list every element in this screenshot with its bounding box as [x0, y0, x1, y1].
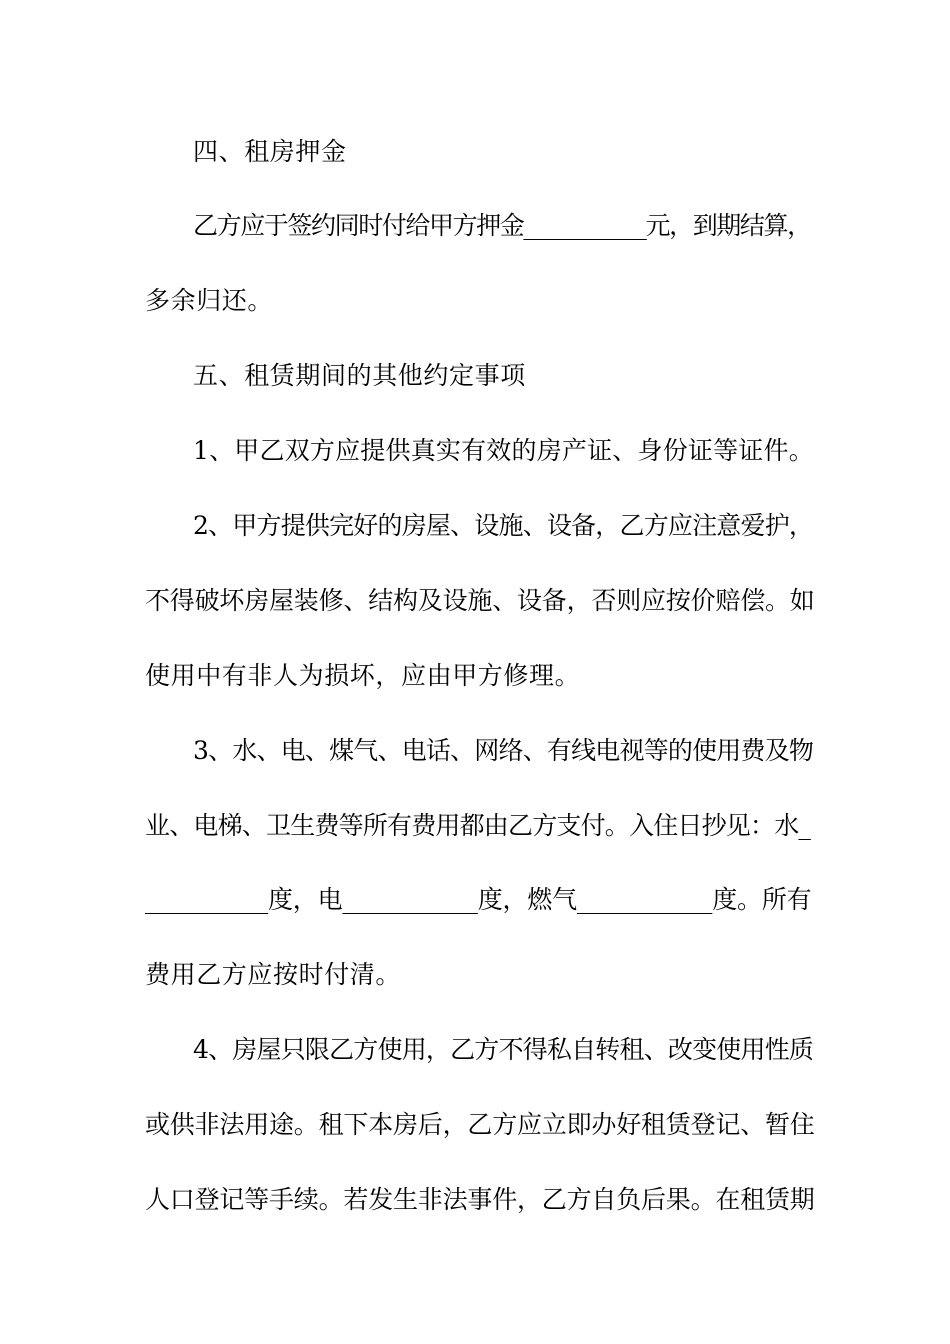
section-heading-deposit: 四、租房押金	[193, 137, 347, 166]
section-heading-other-terms: 五、租赁期间的其他约定事项	[193, 361, 526, 390]
paragraph-line: 乙方应于签约同时付给甲方押金___________元，到期结算，	[193, 211, 811, 240]
clause-3-line: 费用乙方应按时付清。	[145, 960, 402, 989]
clause-2-line: 2、甲方提供完好的房屋、设施、设备，乙方应注意爱护，	[193, 511, 814, 540]
clause-3-line: __________度，电___________度，燃气___________度。所有	[145, 885, 812, 914]
clause-3-line: 3、水、电、煤气、电话、网络、有线电视等的使用费及物	[193, 736, 814, 765]
clause-4-line: 人口登记等手续。若发生非法事件，乙方自负后果。在租赁期	[145, 1185, 815, 1214]
clause-4-line: 4、房屋只限乙方使用，乙方不得私自转租、改变使用性质	[193, 1035, 814, 1064]
clause-2-line: 使用中有非人为损坏，应由甲方修理。	[145, 661, 581, 690]
clause-4-line: 或供非法用途。租下本房后，乙方应立即办好租赁登记、暂住	[145, 1110, 815, 1139]
clause-1-line: 1、甲乙双方应提供真实有效的房产证、身份证等证件。	[193, 436, 814, 465]
clause-3-line: 业、电梯、卫生费等所有费用都由乙方支付。入住日抄见：水_	[145, 811, 811, 840]
clause-2-line: 不得破坏房屋装修、结构及设施、设备，否则应按价赔偿。如	[145, 586, 815, 615]
paragraph-line: 多余归还。	[145, 286, 274, 315]
